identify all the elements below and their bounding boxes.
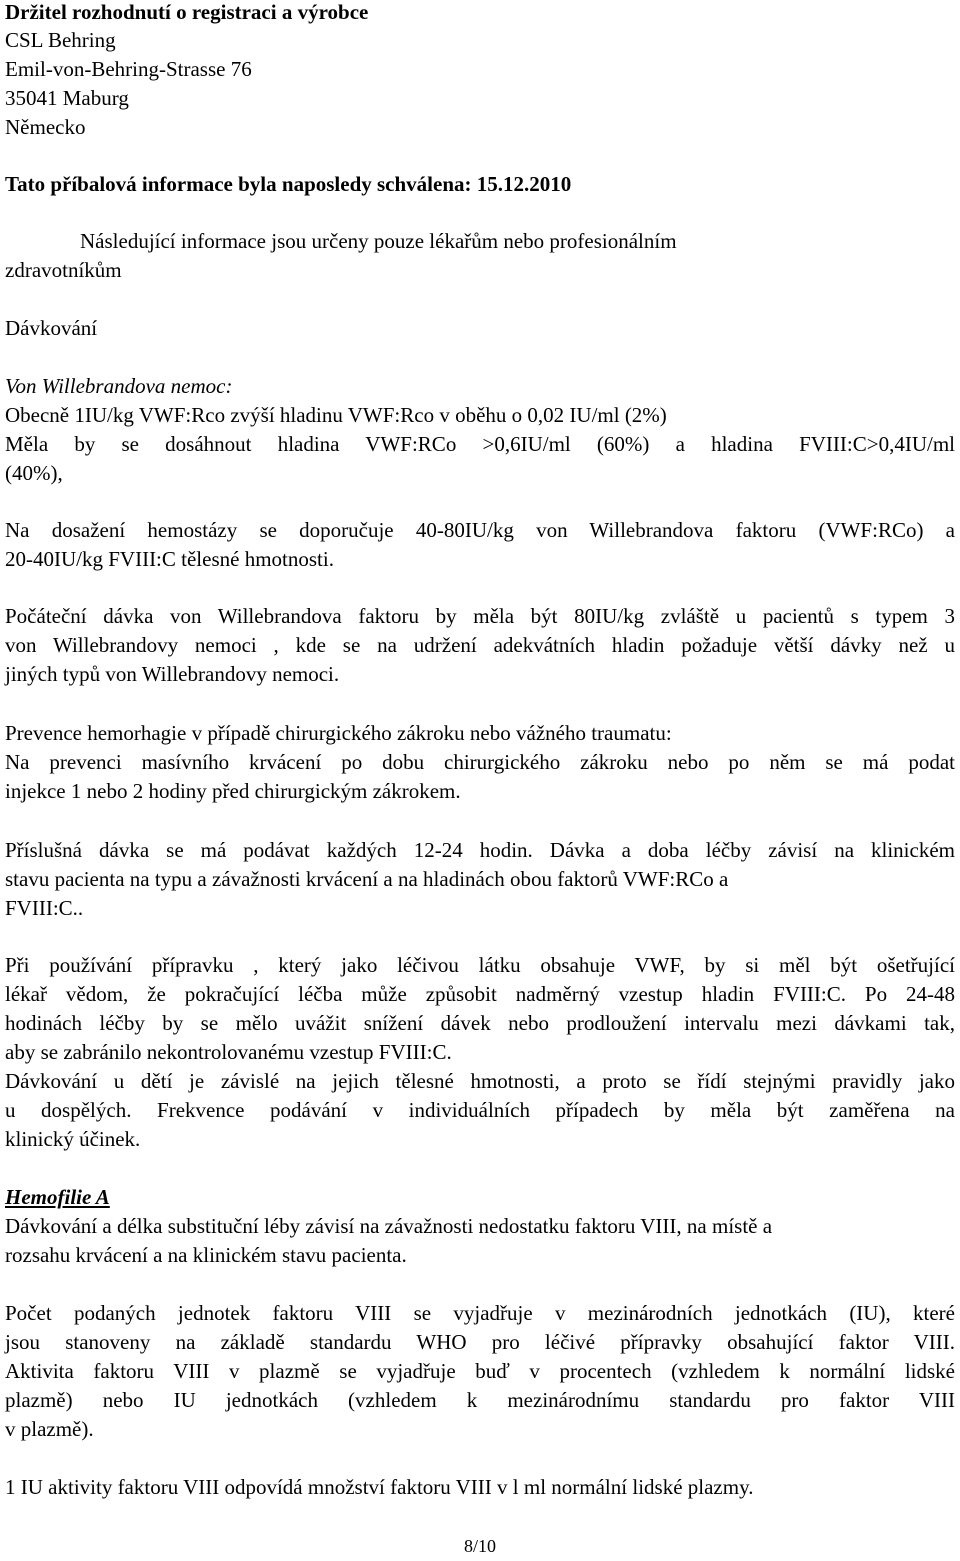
holder-heading: Držitel rozhodnutí o registraci a výrobce [5, 0, 369, 24]
holder-line: 35041 Maburg [5, 86, 129, 110]
text-line: Počáteční dávka von Willebrandova faktoru by měla být 80IU/kg zvláště u pacientů s typem 3 [5, 604, 955, 628]
holder-line: Německo [5, 115, 86, 139]
professional-note: zdravotníkům [5, 258, 122, 282]
text-line: Na prevenci masívního krvácení po dobu chirurgického zákroku nebo po něm se má podat [5, 750, 955, 774]
text-line: Při používání přípravku , který jako léčivou látku obsahuje VWF, by si měl být ošetřující [5, 953, 955, 977]
text-line: plazmě) nebo IU jednotkách (vzhledem k mezinárodnímu standardu pro faktor VIII [5, 1388, 955, 1412]
text-line: u dospělých. Frekvence podávání v individuálních případech by měla být zaměřena na [5, 1098, 955, 1122]
text-line: Dávkování u dětí je závislé na jejich tělesné hmotnosti, a proto se řídí stejnými pravidly jako [5, 1069, 955, 1093]
subsection-title: Hemofilie A [5, 1185, 110, 1209]
text-line: Na dosažení hemostázy se doporučuje 40-80IU/kg von Willebrandova faktoru (VWF:RCo) a [5, 518, 955, 542]
text-line: lékař vědom, že pokračující léčba může způsobit nadměrný vzestup hladin FVIII:C. Po 24-48 [5, 982, 955, 1006]
text-line: stavu pacienta na typu a závažnosti krvácení a na hladinách obou faktorů VWF:RCo a [5, 867, 729, 891]
holder-line: Emil-von-Behring-Strasse 76 [5, 57, 252, 81]
text-line: Počet podaných jednotek faktoru VIII se vyjadřuje v mezinárodních jednotkách (IU), které [5, 1301, 955, 1325]
text-line: FVIII:C.. [5, 896, 84, 920]
text-line: 20-40IU/kg FVIII:C tělesné hmotnosti. [5, 547, 334, 571]
text-line: (40%), [5, 461, 63, 485]
approval-date: Tato příbalová informace byla naposledy schválena: 15.12.2010 [5, 172, 572, 196]
text-line: Prevence hemorhagie v případě chirurgického zákroku nebo vážného traumatu: [5, 721, 672, 745]
text-line: jsou stanoveny na základě standardu WHO pro léčivé přípravky obsahující faktor VIII. [5, 1330, 955, 1354]
text-line: rozsahu krvácení a na klinickém stavu pacienta. [5, 1243, 407, 1267]
text-line: Příslušná dávka se má podávat každých 12-24 hodin. Dávka a doba léčby závisí na klinickém [5, 838, 955, 862]
text-line: aby se zabránilo nekontrolovanému vzestup FVIII:C. [5, 1040, 452, 1064]
subsection-title: Von Willebrandova nemoc: [5, 374, 233, 398]
holder-line: CSL Behring [5, 28, 116, 52]
text-line: klinický účinek. [5, 1127, 141, 1151]
section-title: Dávkování [5, 316, 98, 340]
text-line: von Willebrandovy nemoci , kde se na udržení adekvátních hladin požaduje větší dávky než u [5, 633, 955, 657]
text-line: Dávkování a délka substituční léby závisí na závažnosti nedostatku faktoru VIII, na místě a [5, 1214, 773, 1238]
text-line: injekce 1 nebo 2 hodiny před chirurgickým zákrokem. [5, 779, 461, 803]
text-line: Aktivita faktoru VIII v plazmě se vyjadřuje buď v procentech (vzhledem k normální lidské [5, 1359, 955, 1383]
text-line: jiných typů von Willebrandovy nemoci. [5, 662, 340, 686]
professional-note: Následující informace jsou určeny pouze lékařům nebo profesionálním [80, 229, 677, 253]
text-line: Měla by se dosáhnout hladina VWF:RCo >0,6IU/ml (60%) a hladina FVIII:C>0,4IU/ml [5, 432, 955, 456]
text-line: Obecně 1IU/kg VWF:Rco zvýší hladinu VWF:Rco v oběhu o 0,02 IU/ml (2%) [5, 403, 667, 427]
text-line: 1 IU aktivity faktoru VIII odpovídá množství faktoru VIII v l ml normální lidské plazmy. [5, 1475, 754, 1499]
text-line: hodinách léčby by se mělo uvážit snížení dávek nebo prodloužení intervalu mezi dávkami tak, [5, 1011, 955, 1035]
page-number: 8/10 [463, 1536, 496, 1556]
text-line: v plazmě). [5, 1417, 94, 1441]
